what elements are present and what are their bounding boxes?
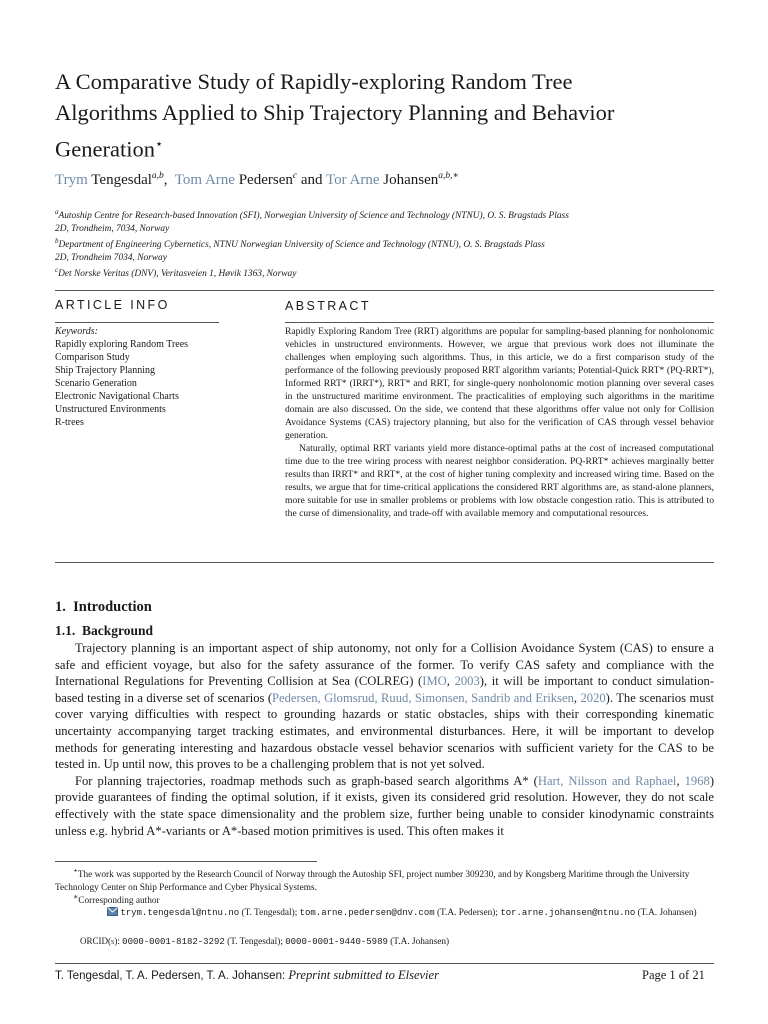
body-paragraph-2 [55, 773, 714, 839]
citation-link[interactable]: 1968 [684, 773, 710, 788]
section-title: Introduction [73, 599, 152, 615]
citation-link[interactable]: Pedersen, Glomsrud, Ruud, Simonsen, Sandrib and Eriksen [272, 690, 574, 705]
footer-authors: T. Tengesdal, T. A. Pedersen, T. A. Johansen: [55, 970, 286, 982]
keyword-item: Comparison Study [55, 352, 130, 363]
article-info-divider [55, 322, 219, 323]
title-line-1: A Comparative Study of Rapidly-exploring Random Tree [55, 69, 573, 94]
email-link[interactable]: tom.arne.pedersen@dnv.com [299, 908, 435, 918]
footnote-text: Corresponding author [78, 896, 160, 907]
body-text: Trajectory planning is an important aspect of ship autonomy, not only for a Collision Avoidance System (CAS) to ensure a safe and efficient voyage, but also for the safety assurance of the former. To verify CAS safety and compliance with the International Regulations for Preventing Collision at Sea (COLREG) ( [55, 641, 714, 689]
keyword-item: Rapidly exploring Random Trees [55, 339, 189, 350]
section-number: 1. [55, 599, 66, 615]
author-2-last-name: Pedersen [238, 172, 293, 188]
title-footnote-mark[interactable]: ⋆ [154, 136, 164, 151]
affiliation-mark: a [55, 208, 59, 216]
email-owner: (T. Tengesdal); [239, 908, 300, 918]
affiliation-line: Department of Engineering Cybernetics, NTNU Norwegian University of Science and Technology (NTNU), O. S. Bragstads Plass [58, 240, 545, 251]
author-list [55, 170, 459, 189]
citation-link[interactable]: Hart, Nilsson and Raphael [537, 773, 677, 788]
keywords-label: Keywords: [55, 326, 98, 337]
abstract-paragraph-1: Rapidly Exploring Random Tree (RRT) algorithms are popular for sampling-based planning for nonholonomic vehicles in unstructured environments. However, we argue that previous work does not illuminate the challenges when employing such algorithms. Thus, in this article, we do a first comparison study of the performance of the following previously proposed RRT algorithm variants; Potential-Quick RRT* (PQ-RRT*), Informed RRT* (IRRT*), RRT* and RRT, for single-query nonholonomic motion planning over several cases in the unstructured maritime environment. The practicalities of employing such algorithms in the maritime domain are also discussed. On the side, we contend that these algorithms offer value not only for Collision Avoidance Systems (CAS) trajectory planning, but also for the verification of CAS through vessel behavior generation. [285, 326, 714, 441]
email-link[interactable]: trym.tengesdal@ntnu.no [120, 908, 240, 918]
footer-journal: Preprint submitted to Elsevier [288, 968, 439, 982]
article-info-heading: ARTICLE INFO [55, 298, 170, 312]
paper-title [55, 66, 715, 165]
keyword-item: Electronic Navigational Charts [55, 391, 179, 402]
citation-link[interactable]: IMO [422, 674, 447, 689]
author-3-affil-mark[interactable]: a,b,∗ [438, 171, 459, 181]
affiliation-line: Det Norske Veritas (DNV), Veritasveien 1, Høvik 1363, Norway [58, 269, 297, 280]
author-1-first-name[interactable]: Trym [55, 172, 88, 188]
title-line-2: Algorithms Applied to Ship Trajectory Planning and Behavior [55, 100, 615, 125]
keywords-list [55, 325, 225, 429]
email-link[interactable]: tor.arne.johansen@ntnu.no [500, 908, 636, 918]
subsection-title: Background [82, 623, 154, 638]
keyword-item: Unstructured Environments [55, 404, 166, 415]
orcid-owner: (T. Tengesdal); [224, 937, 286, 947]
orcid-owner: (T.A. Johansen) [387, 937, 450, 947]
body-paragraph-1 [55, 640, 714, 773]
keyword-item: Ship Trajectory Planning [55, 365, 156, 376]
body-text: For planning trajectories, roadmap methods such as graph-based search algorithms A* ( [75, 773, 538, 788]
author-conjunction: and [300, 172, 323, 188]
affiliation-c [55, 264, 725, 281]
body-text: ). The scenarios must cover varying difficulties with respect to grounding hazards or static obstacles, ships with their corresponding kinematic uncertainty accompanying target tracking estimates, and environmental disturbances. Here, it will be important to develop methods for generating interesting and hazardous obstacle vessel behavior scenarios with sufficient variety for the CAS to be tested in. Up until now, this proves to be a challenging problem that is not yet solved. [55, 690, 715, 772]
author-1-affil-mark[interactable]: a,b [151, 171, 164, 181]
author-2-first-name[interactable]: Tom Arne [174, 172, 235, 188]
body-text: , [446, 674, 455, 689]
header-divider [55, 290, 714, 291]
author-separator: , [163, 172, 168, 188]
body-text: ), it will be important to conduct simulation-based testing in a diverse set of scenarios ( [55, 674, 715, 705]
funding-footnote [55, 865, 715, 894]
footer-divider [55, 963, 714, 964]
keyword-item: R-trees [55, 417, 84, 428]
subsection-number: 1.1. [55, 623, 76, 638]
corresponding-footnote [73, 891, 713, 908]
affiliation-mark: b [55, 237, 59, 245]
title-line-3: Generation [55, 136, 155, 162]
subsection-heading [55, 623, 153, 639]
citation-link[interactable]: 2003 [454, 674, 480, 689]
email-owner: (T.A. Pedersen); [434, 908, 501, 918]
affiliation-b [55, 235, 725, 265]
email-owner: (T.A. Johansen) [635, 908, 697, 918]
author-3-last-name: Johansen [383, 172, 439, 188]
abstract-text [285, 325, 714, 520]
author-3-first-name[interactable]: Tor Arne [325, 172, 380, 188]
affiliation-line: Autoship Centre for Research-based Innovation (SFI), Norwegian University of Science and Technology (NTNU), O. S. Bragstads Plass [58, 211, 569, 222]
body-text: , [676, 773, 685, 788]
envelope-icon [81, 907, 118, 921]
footer-citation [55, 968, 439, 983]
email-footnote [55, 907, 715, 921]
footnote-text: The work was supported by the Research Council of Norway through the Autoship SFI, project number 309230, and by Kongsberg Maritime through the University Technology Center on Ship Performance and Cyber Physical Systems. [55, 870, 690, 893]
section-heading [55, 599, 152, 616]
affiliation-mark: c [55, 266, 59, 274]
footnote-mark: ∗ [73, 892, 79, 901]
body-text: ) provide guarantees of finding the optimal solution, if it exists, given its considered grid resolution. However, they do not scale effectively with the state space dimensionality and the problem size, further being unable to consider kinodynamic constraints unless e.g. hybrid A*-variants or A*-based motion primitives is used. This often makes it [55, 773, 715, 838]
affiliation-a [55, 206, 725, 236]
orcid-link[interactable]: 0000-0001-8182-3292 [122, 937, 225, 947]
affiliation-line: 2D, Trondheim 7034, Norway [55, 253, 167, 264]
citation-link[interactable]: 2020 [580, 690, 606, 705]
body-text: , [573, 690, 581, 705]
orcid-label: ORCID(s): [80, 936, 120, 946]
affiliation-line: 2D, Trondheim, 7034, Norway [55, 224, 170, 235]
orcid-footnote [80, 935, 715, 949]
orcid-link[interactable]: 0000-0001-9440-5989 [285, 937, 388, 947]
keyword-item: Scenario Generation [55, 378, 137, 389]
page-number: Page 1 of 21 [642, 968, 705, 982]
abstract-heading: ABSTRACT [285, 299, 371, 313]
introduction-body [55, 640, 714, 839]
footnote-mark: ⋆ [73, 866, 78, 875]
abstract-bottom-divider [55, 562, 714, 563]
abstract-divider [285, 322, 714, 323]
author-2-affil-mark[interactable]: c [292, 171, 298, 181]
abstract-paragraph-2: Naturally, optimal RRT variants yield more distance-optimal paths at the cost of increased computational time due to the tree wiring process with nearest neighbor consideration. PQ-RRT* achieves marginally better results than IRRT* and RRT*, at the cost of higher tuning complexity and increased wiring time. Based on the results, we argue that for time-critical applications the considered RRT algorithms are, as stand-alone planners, more suitable for use in smaller problems or problems with low obstacle congestion ratio. This is attributed to the curse of dimensionality, and trade-off with available memory and computational resources. [285, 443, 714, 519]
footnote-divider [55, 861, 317, 862]
author-1-last-name: Tengesdal [91, 172, 152, 188]
